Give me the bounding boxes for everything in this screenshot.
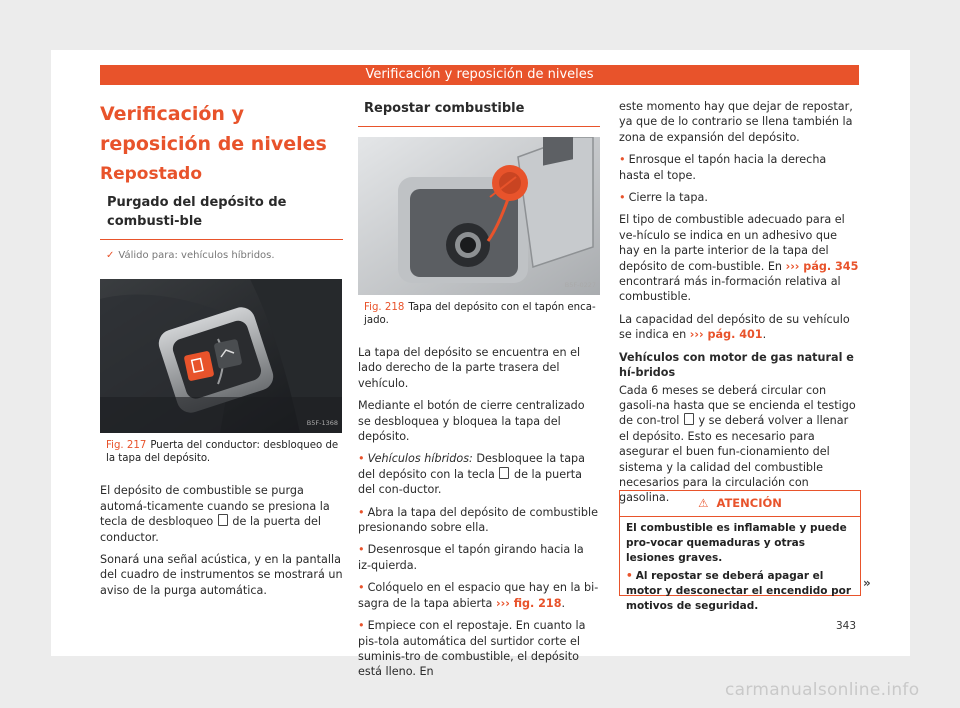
- fuel-door-key-icon: [499, 467, 509, 479]
- validity-text: Válido para: vehículos híbridos.: [118, 250, 275, 261]
- bullet-item: • Cierre la tapa.: [619, 191, 708, 205]
- paragraph: La tapa del depósito se encuentra en el lado derecho de la parte trasera del vehículo.: [358, 346, 581, 390]
- warning-title: ATENCIÓN: [716, 496, 782, 510]
- bullet-icon: •: [358, 543, 365, 557]
- validity-note: [106, 248, 343, 263]
- bullet-icon: •: [358, 452, 365, 466]
- warning-bullet: • Al repostar se deberá apagar el motor y desconectar el encendido por motivos de seguridad.: [626, 570, 852, 612]
- figure-caption-text: Puerta del conductor: desbloqueo de la tapa del depósito.: [106, 440, 339, 465]
- bullet-item: • Empiece con el repostaje. En cuanto la pis-tola automática del surtidor corte el suminis-tro de combustible, el depósito está lleno. En: [358, 619, 586, 679]
- paragraph: La capacidad del depósito de su vehículo se indica en ››› pág. 401.: [619, 312, 850, 342]
- bullet-item: • Colóquelo en el espacio que hay en la bi-sagra de la tapa abierta ››› fig. 218.: [358, 581, 599, 610]
- figure-number: Fig. 218: [364, 302, 405, 313]
- paragraph: El tipo de combustible adecuado para el ve-hículo se indica en un adhesivo que hay en la parte interior de la tapa del depósito de com-bustible. En ››› pág. 345 encontrará más in-formación relativa al combustible.: [619, 213, 859, 304]
- column-3: [619, 99, 859, 513]
- bullet-icon: •: [619, 153, 626, 167]
- warning-header: [620, 491, 860, 517]
- door-panel-illustration: [100, 279, 342, 433]
- fuel-indicator-icon: [684, 413, 694, 425]
- paragraph: Mediante el botón de cierre centralizado se desbloquea y bloquea la tapa del depósito.: [358, 399, 585, 444]
- figure-reference-link[interactable]: ››› fig. 218: [495, 596, 562, 610]
- column-1: [100, 99, 343, 605]
- figure-caption-text: Tapa del depósito con el tapón enca-jado.: [364, 302, 596, 326]
- bullet-item: • Abra la tapa del depósito de combustible presionando sobre ella.: [358, 505, 598, 535]
- section-heading: Purgado del depósito de combusti-ble: [100, 193, 343, 240]
- watermark: carmanualsonline.info: [725, 680, 920, 700]
- check-icon: ✓: [106, 250, 115, 261]
- figure-code: B5F-1368: [306, 419, 338, 427]
- warning-triangle-icon: ⚠: [698, 496, 709, 510]
- subtitle: Repostado: [100, 164, 203, 184]
- figure-caption: [364, 301, 600, 327]
- bullet-icon: •: [626, 570, 633, 582]
- page-reference-link[interactable]: ››› pág. 401: [689, 328, 763, 342]
- page-reference-link[interactable]: ››› pág. 345: [785, 259, 859, 273]
- figure-number: Fig. 217: [106, 440, 147, 452]
- warning-text: El combustible es inflamable y puede pro-vocar quemaduras y otras lesiones graves.: [626, 522, 847, 564]
- warning-body: [620, 517, 860, 614]
- column-2: [358, 99, 600, 687]
- subsection-heading: Vehículos con motor de gas natural e hí-bridos: [619, 350, 854, 380]
- bullet-icon: •: [358, 619, 365, 633]
- paragraph: El depósito de combustible se purga automá-ticamente cuando se presiona la tecla de desbloqueo de la puerta del conductor.: [100, 484, 330, 544]
- fuel-cap-illustration: [358, 137, 600, 295]
- bullet-item: • Vehículos híbridos: Desbloquee la tapa del depósito con la tecla de la puerta del con-ductor.: [358, 452, 586, 497]
- figure-code: B5F-0227: [564, 280, 596, 289]
- bullet-icon: •: [358, 581, 365, 595]
- continuation-mark: »: [863, 576, 871, 590]
- figure-218: [358, 137, 600, 295]
- page-number: 343: [836, 620, 857, 632]
- warning-box: [619, 490, 861, 612]
- chapter-title: Verificación y reposición de niveles: [100, 103, 327, 155]
- running-header: Verificación y reposición de niveles: [100, 65, 859, 85]
- bullet-icon: •: [619, 191, 626, 205]
- paragraph: Cada 6 meses se deberá circular con gasoli-na hasta que se encienda el testigo de con-trol y se deberá volver a llenar el depósito. Esto es necesario para asegurar el buen fun-cionamiento del sistema y la calidad del combustible necesarios para la circulación con gasolina.: [619, 383, 856, 505]
- bullet-item: • Enrosque el tapón hacia la derecha hasta el tope.: [619, 153, 827, 182]
- bullet-item: • Desenrosque el tapón girando hacia la iz-quierda.: [358, 543, 584, 572]
- bullet-icon: •: [358, 505, 365, 519]
- figure-caption: [106, 439, 343, 465]
- figure-217: [100, 279, 342, 433]
- paragraph: este momento hay que dejar de repostar, ya que de lo contrario se llena también la zona de expansión del depósito.: [619, 100, 853, 144]
- fuel-door-key-icon: [218, 514, 228, 526]
- section-heading: Repostar combustible: [358, 99, 600, 127]
- paragraph: Sonará una señal acústica, y en la pantalla del cuadro de instrumentos se mostrará un aviso de la purga automática.: [100, 553, 343, 597]
